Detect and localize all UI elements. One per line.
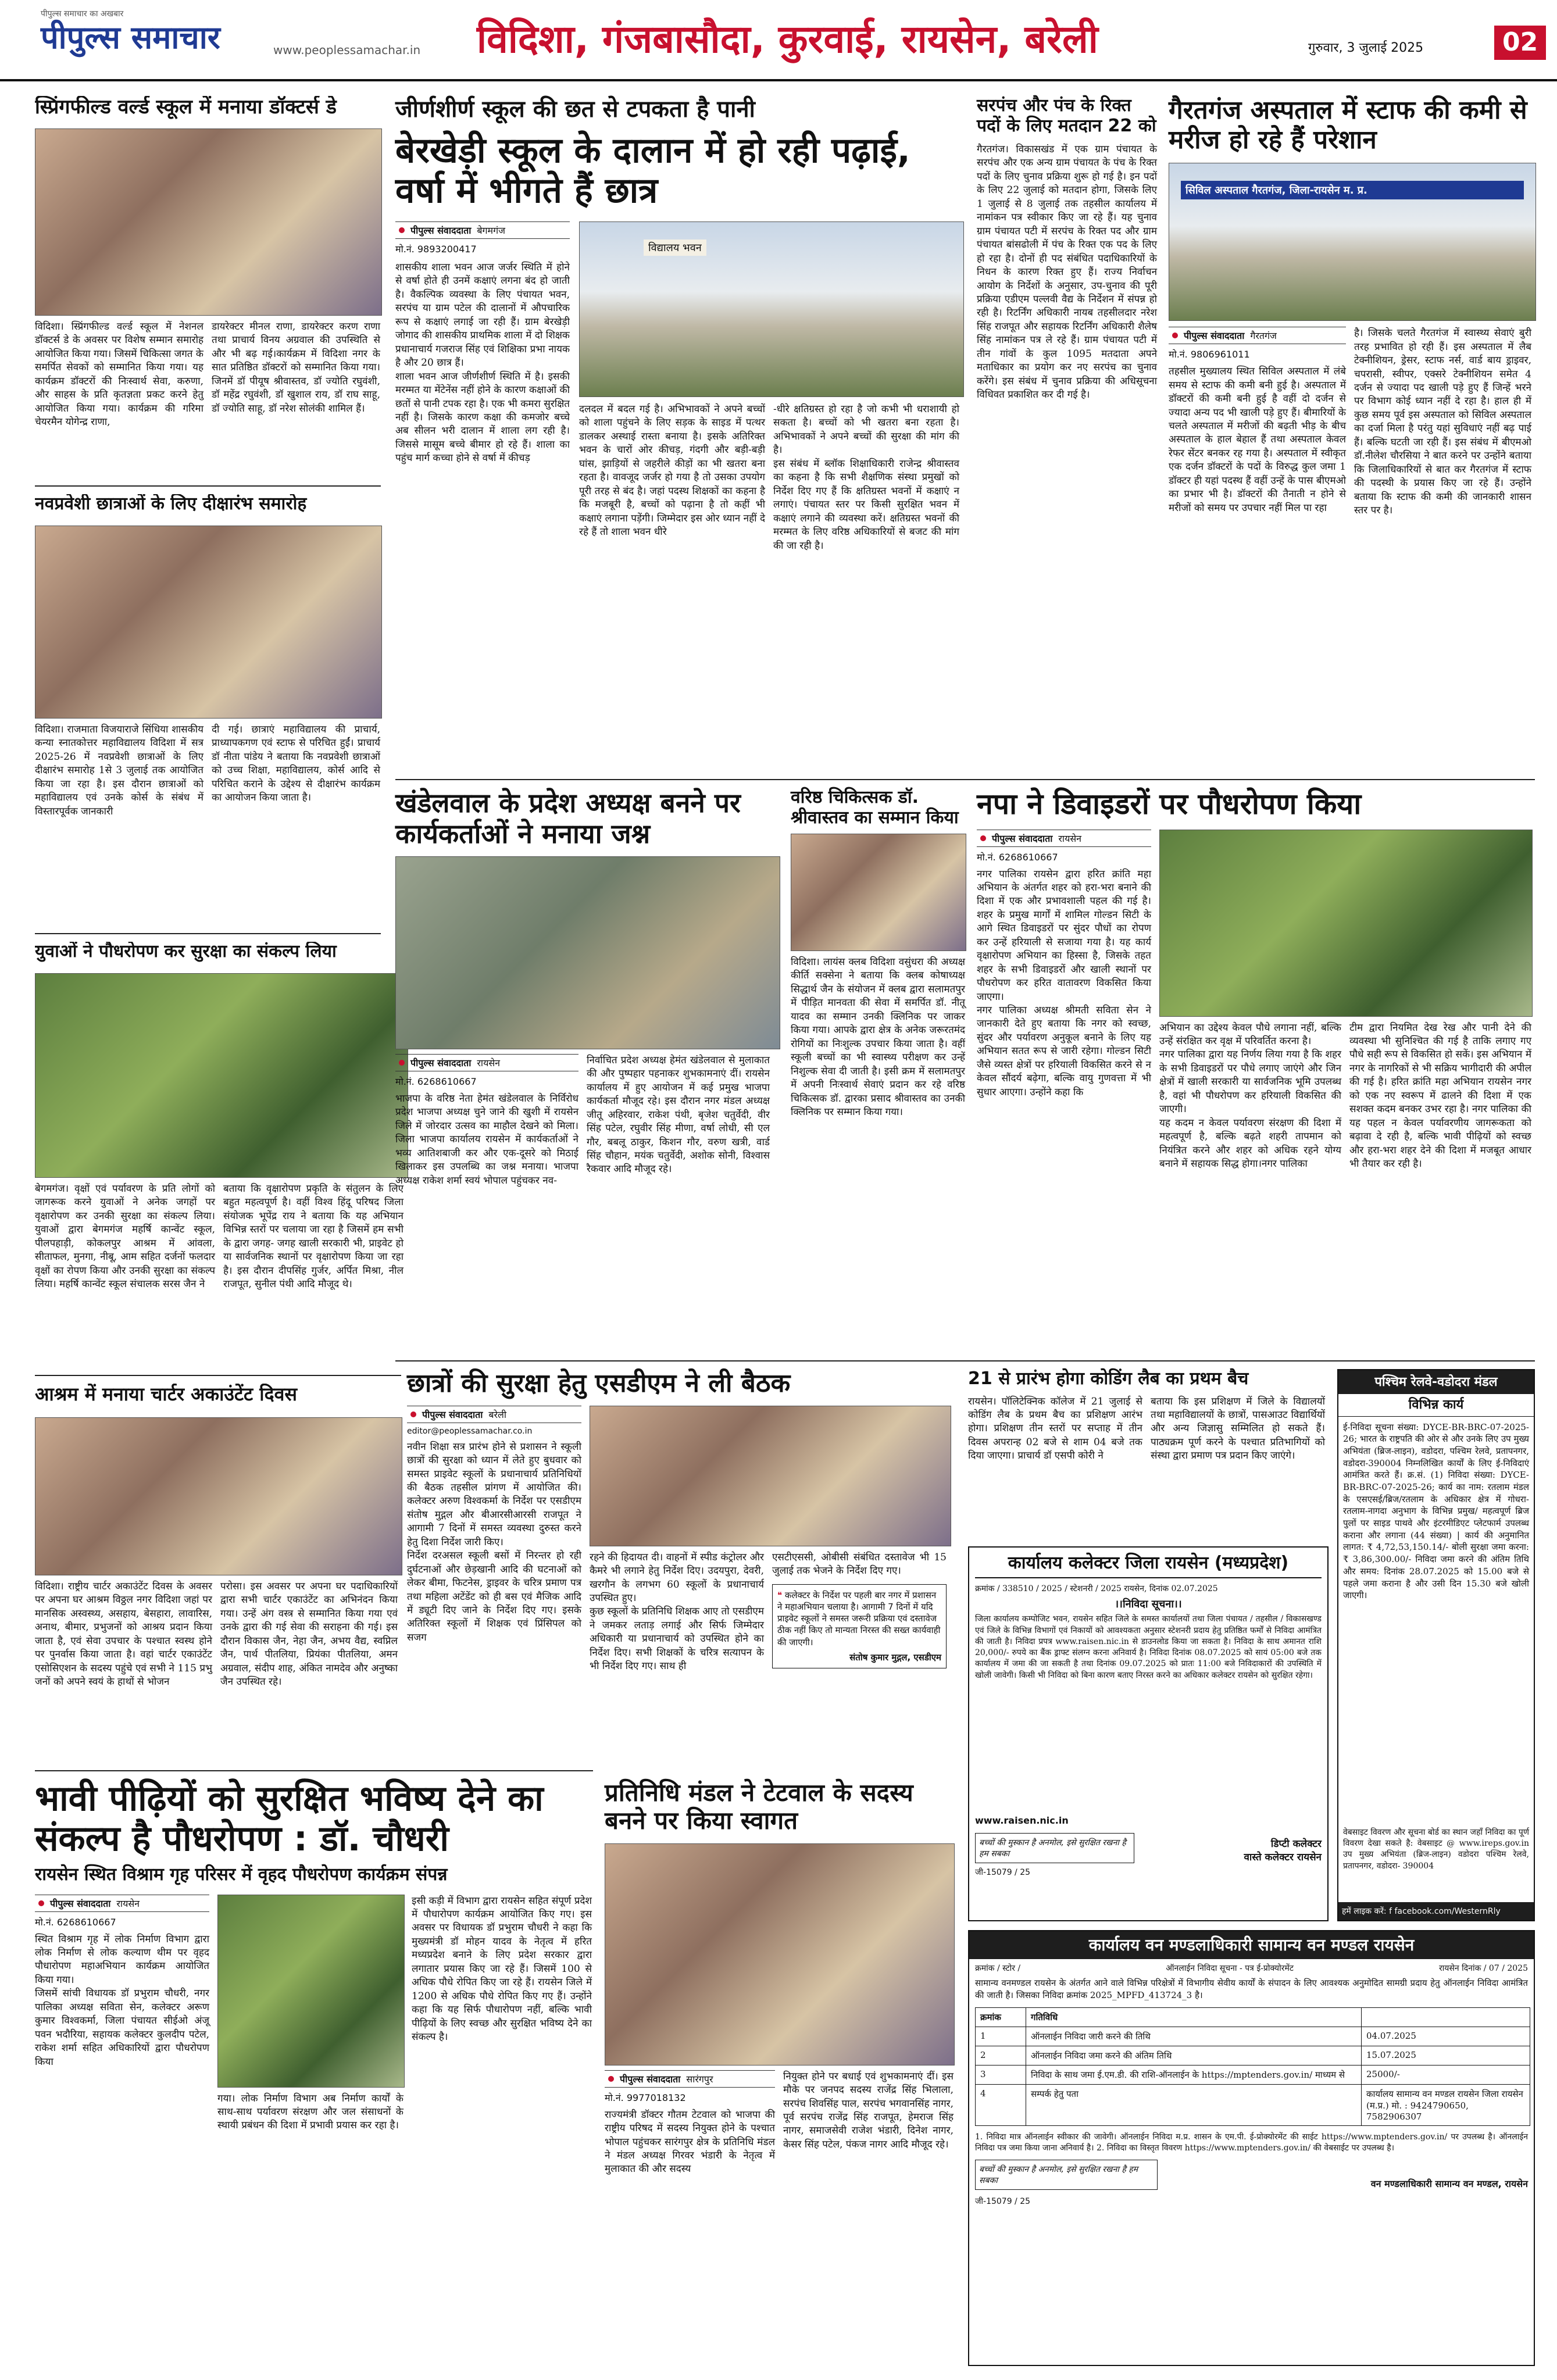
photo-divider-plantation [1159,830,1533,1017]
article-body: राज्यमंत्री डॉक्टर गौतम टेटवाल को भाजपा की राष्ट्रीय परिषद में सदस्य नियुक्त होने के पश्चात भोपाल पहुंचकर सारंगपुर क्षेत्र के प्रतिनिधि मंडल ने मंडल अध्यक्ष गिरवर भंडारी के नेतृत्व में मुलाकात की और सदस्य [605,2109,775,2175]
photo-school-building [579,221,964,397]
article-body: विदिशा। लायंस क्लब विदिशा वसुंधरा की अध्यक्ष कीर्ति सक्सेना ने बताया कि क्लब कोषाध्यक्ष सिद्धार्थ जैन के संयोजन में क्लब द्वारा सलामतपुर में पीड़ित मानवता की सेवा में समर्पित डॉ. नीतू यादव का सम्मान उनकी क्लिनिक पर जाकर किया गया। आपके द्वारा क्षेत्र के अनेक जरूरतमंद रोगियों का निःशुल्क उपचार किया जाता है। वहीं स्कूली बच्चों का भी स्वास्थ्य परीक्षण कर उन्हें निशुल्क सेवा दी जाती है। इसी क्रम में सलामतपुर में अपनी निःस्वार्थ सेवाएं प्रदान कर रहे वरिष्ठ चिकित्सक डॉ. द्वारका प्रसाद श्रीवास्तव का उनकी क्लिनिक पर सम्मान किया गया। [791,956,965,1118]
article-pathway [35,1779,593,2366]
byline [1169,327,1346,344]
headline: 21 से प्रारंभ होगा कोडिंग लैब का प्रथम बैच [968,1368,1249,1389]
reporter: पीपुल्स संवाददाता [1184,330,1245,342]
reporter-mobile: मो.नं. 6268610667 [977,851,1058,863]
article-body: रहने की हिदायत दी। वाहनों में स्पीड कंट्रोलर और कैमरे भी लगाने हेतु निर्देश दिए। उदयपुरा, देवरी, खरगौन के लगभग 60 स्कूलों के प्रधानाचार्य उपस्थित हुए। कुछ स्कूलों के प्रतिनिधि शिक्षक आए तो एसडीएम ने जमकर लताड़ लगाई और सिर्फ जिम्मेदार अधिकारी या प्रधानाचार्य को उपस्थित होने का निर्देश दिए। सभी शिक्षकों के चरित्र सत्यापन के भी निर्देश दिए गए। साथ ही [590,1551,764,1673]
table-cell: निविदा के साथ जमा ई.एम.डी. की राशि-ऑनलाईन के https://mptenders.gov.in/ माध्यम से [1026,2065,1362,2084]
bullet-icon [608,2076,614,2082]
divider [35,933,381,934]
article-hospital [1169,96,1535,773]
photo-hospital [1169,163,1536,321]
bullet-icon [399,1060,405,1066]
headline: नपा ने डिवाइडरों पर पौधरोपण किया [977,787,1362,821]
article-body: एसटीएससी, ओबीसी संबंधित दस्तावेज भी 15 जुलाई तक भेजने के निर्देश दिए गए। [772,1551,947,1577]
reporter: पीपुल्स संवाददाता [410,225,472,236]
ad-forest-tender [968,1930,1535,2366]
table-cell: 2 [976,2046,1026,2065]
collector-note: कलेक्टर के निर्देश पर पहली बार नगर में प्रशासन ने महाअभियान चलाया है। आगामी 7 दिनों में यदि प्राइवेट स्कूलों ने समस्त जरूरी प्रक्रिया एवं दस्तावेज ठीक नहीं किए तो मान्यता निरस्त की सख्त कार्यवाही की जाएगी। [777,1589,941,1648]
table-row [976,2065,1530,2084]
article-body: नवीन शिक्षा सत्र प्रारंभ होने से प्रशासन ने स्कूली छात्रों की सुरक्षा को ध्यान में लेते हुए बुधवार को समस्त प्राइवेट स्कूलों के प्रधानाचार्य प्रतिनिधियों की बैठक तहसील प्रांगण में आयोजित की। कलेक्टर अरुण विश्वकर्मा के निर्देश पर एसडीएम संतोष मुद्गल और बीआरसीआरसी राजपूत ने आगामी 7 दिनों में समस्त व्यवस्था दुरुस्त करने हेतु दिशा निर्देश जारी किए। निर्देश दरअसल स्कूली बसों में निरन्तर हो रही दुर्घटनाओं और छेड़खानी आदि की घटनाओं को लेकर बीमा, फिटनेस, ड्राइवर के चरित्र प्रमाण पत्र तथा महिला अटेंडेंट को ही बस एवं मैजिक आदि में ड्यूटी दिए जाने के निर्देश दिए गए। इसके अतिरिक्त स्कूलों में शिक्षक एवं प्रिंसिपल को सजग [407,1441,581,1643]
table-header-cell: क्रमांक [976,2007,1026,2027]
table-cell: कार्यालय सामान्य वन मण्डल रायसेन जिला रायसेन (म.प्र.) मो. : 9424790650, 7582906307 [1362,2084,1530,2125]
article-school-roof [395,96,965,773]
byline [395,221,570,239]
masthead-tagline: पीपुल्स समाचार का अखबार [41,9,124,19]
table-cell: सम्पर्क हेतु पता [1026,2084,1362,2125]
photo-plantation-event [217,1895,405,2088]
headline: भावी पीढ़ियों को सुरक्षित भविष्य देने का संकल्प है पौधरोपण : डॉ. चौधरी [35,1778,544,1859]
collector-note-box [772,1584,947,1669]
photo-celebration [395,856,780,1049]
ad-signoff-place: वास्ते कलेक्टर रायसेन [1244,1852,1322,1864]
table-row [976,2046,1530,2065]
photo-ashram-event [35,1417,402,1575]
quote-icon: ❝ [777,1589,785,1600]
article-body: है। जिसके चलते गैरतगंज में स्वास्थ्य सेवाएं बुरी तरह प्रभावित हो रही हैं। इस अस्पताल में लैब टेक्नीशियन, ड्रेसर, स्टाफ नर्स, वार्ड बाय ड्राइवर, चपरासी, स्वीपर, एक्सरे टेक्नीशियन समेत 4 दर्जन से ज्यादा पद खाली पड़े हुए हैं जिन्हें भरने पर विभाग कोई ध्यान नहीं दे रहा है। हाल ही में कुछ समय पूर्व इस अस्पताल को सिविल अस्पताल का दर्जा मिला है परंतु यहां सुविधाएं नहीं बढ़ पाई हैं। बल्कि घटती जा रही हैं। इस संबंध में बीएमओ डॉ.नीलेश चौरसिया ने बात करने पर उन्होंने बताया कि जिलाधिकारियों से बात कर गैरतगंज में स्टाफ की पदस्थी के प्रयास किए जा रहे हैं। उन्होंने बताया कि स्टाफ की कमी की जानकारी शासन स्तर पर है। [1354,327,1531,517]
table-cell: 1 [976,2027,1026,2046]
article-napa [977,788,1535,1355]
article-body: परोसा। इस अवसर पर अपना घर पदाधिकारियों द्वारा सभी चार्टर एकाउंटेंट का अभिनंदन किया गया। उन्हें अंग वस्त्र से सम्मानित किया गया एवं उनके द्वारा की गई सेवा की सराहना की गई। इस दौरान विकास जैन, नेहा जैन, अभय वैद्य, स्वप्निल जैन, पार्थ पीतलिया, प्रियंका पीतलिया, अमन अग्रवाल, संदीप शाह, अंकित नामदेव और अनुष्का जैन उपस्थित रहे। [220,1581,398,1688]
note-signoff: संतोष कुमार मुद्गल, एसडीएम [849,1652,941,1663]
ad-title: कार्यालय वन मण्डलाधिकारी सामान्य वन मण्डल रायसेन [969,1931,1534,1959]
article-body: नियुक्त होने पर बधाई एवं शुभकामनाएं दीं। इस मौके पर जनपद सदस्य राजेंद्र सिंह भिलाला, सरपंच शिवसिंह पाल, सरपंच भगवानसिंह नागर, पूर्व सरपंच राजेंद्र सिंह राजपूत, हेमराज सिंह नागर, समाजसेवी राजेश भंडारी, दिनेश नागर, केसर सिंह पटेल, पंकज नागर आदि मौजूद रहे। [783,2070,954,2150]
reporter-mobile: मो.नं. 6268610667 [395,1075,477,1087]
page-number: 02 [1494,26,1546,60]
byline [605,2070,775,2088]
divider [35,485,381,487]
divider [395,779,1535,780]
byline [35,1895,209,1912]
article-khandelwal [395,788,779,1355]
article-srivastava [791,788,965,1355]
table-cell: 04.07.2025 [1362,2027,1530,2046]
headline: वरिष्ठ चिकित्सक डॉ. श्रीवास्तव का सम्मान किया [791,787,959,828]
headline: नवप्रवेशी छात्राओं के लिए दीक्षारंभ समारोह [35,494,307,514]
article-springfield [35,96,381,480]
table-cell: 25000/- [1362,2065,1530,2084]
reporter-mobile: मो.नं. 9806961011 [1169,349,1250,360]
table-header-row [976,2007,1530,2027]
headline: छात्रों की सुरक्षा हेतु एसडीएम ने ली बैठक [407,1368,791,1398]
table-cell: ऑनलाईन निविदा जमा करने की अंतिम तिथि [1026,2046,1362,2065]
place: बरेली [488,1409,507,1420]
headline: गैरतगंज अस्पताल में स्टाफ की कमी से मरीज हो रहे हैं परेशान [1169,95,1527,155]
photo-doctors-day [35,128,382,316]
ad-body: ई-निविदा सूचना संख्या: DYCE-BR-BRC-07-2025-26; भारत के राष्ट्रपति की ओर से और उनके लिए उप मुख्य अभियंता (ब्रिज-लाइन), वडोदरा, पश्चिम रेलवे, प्रतापनगर, वडोदरा-390004 निम्नलिखित कार्यों के लिए ई-निविदाएं आमंत्रित करते हैं। क्र.सं. (1) निविदा संख्या: DYCE-BR-BRC-07-2025-26; कार्य का नाम: रतलाम मंडल के एसएसई/ब्रिज/रतलाम के अधिकार क्षेत्र में गोधरा-रतलाम-नागदा अनुभाग के विभिन्न प्रमुख/ महत्वपूर्ण ब्रिज पुलों पर साइड पाथवे और इंटरमीडिएट प्लेटफार्म उपलब्ध कराना और लगाना (44 संख्या) | कार्य की अनुमानित लागत: ₹ 4,72,53,150.14/- बोली सुरक्षा जमा करना: ₹ 3,86,300.00/- निविदा जमा करने की अंतिम तिथि और समय: दिनांक 28.07.2025 को 15.00 बजे से पहले जमा कराना है और उसी दिन 15.30 बजे खोली जाएगी। [1343,1421,1529,1601]
article-body: नगर पालिका रायसेन द्वारा हरित क्रांति महा अभियान के अंतर्गत शहर को हरा-भरा बनाने की दिशा में एक और प्रभावशाली पहल की गई है। शहर के प्रमुख मार्गों में शामिल गोल्डन सिटी के आगे स्थित डिवाइडरों पर सुंदर पौधों का रोपण कर उन्हें हरियाली से सजाया गया है। यह कार्य वृक्षारोपण अभियान का हिस्सा है, जिसके तहत शहर के सभी डिवाइडरों और खाली स्थानों पर पौधरोपण कर हरित वातावरण विकसित किया जाएगा। नगर पालिका अध्यक्ष श्रीमती सविता सेन ने जानकारी देते हुए बताया कि नगर को स्वच्छ, सुंदर और पर्यावरण अनुकूल बनाने के लिए यह अभियान सतत रूप से जारी रहेगा। गोल्डन सिटी जैसे व्यस्त क्षेत्रों पर हरियाली विकसित करने से न केवल सौंदर्य बढ़ेगा, बल्कि वायु गुणवत्ता में भी सुधार आएगा। उन्होंने कहा कि [977,868,1151,1098]
article-ashram [35,1384,401,1767]
place: रायसेन [477,1057,501,1069]
ad-slogan: बच्चों की मुस्कान है अनमोल, इसे सुरक्षित रखना है हम सबका [975,2160,1158,2190]
photo-tree-plantation [35,973,408,1178]
reporter-mobile: मो.नं. 9893200417 [395,244,477,255]
ad-site[interactable]: www.raisen.nic.in [975,1815,1069,1827]
article-body: गैरतगंज। विकासखंड में एक ग्राम पंचायत के सरपंच और एक अन्य ग्राम पंचायत के पंच के रिक्त पदों के लिए चुनाव प्रक्रिया शुरू हो गई है। इन पदों के लिए 22 जुलाई को मतदान होगा, जिसके लिए 1 जुलाई से 8 जुलाई तक तहसील कार्यालय में नामांकन पत्र स्वीकार किए जा रहे हैं। यह चुनाव ग्राम पंचायत पटी में सरपंच के रिक्त पद और ग्राम पंचायत बांसढोली में पंच के रिक्त एक पद के लिए हो रहा है। दोनों ही पद संबंधित पदाधिकारियों के निधन के कारण रिक्त हुए हैं। राज्य निर्वाचन आयोग के निर्देशों के अनुसार, उप-चुनाव की पूरी प्रक्रिया एडीएम पल्लवी वैद्य के निर्देशन में संपन्न हो रही है। रिटर्निंग अधिकारी नायब तहसीलदार नरेश सिंह राजपूत और सहायक रिटर्निंग अधिकारी शैलेष सिंह नामांकन पत्र ले रहे हैं। ग्राम पंचायत पटी में तीन गांवों के कुल 1095 मतदाता अपने मताधिकार का प्रयोग कर नए सरपंच का चुनाव करेंगे। इस संबंध में चुनाव प्रक्रिया की अधिसूचना विधिवत प्रकाशित कर दी गई है। [977,144,1157,401]
article-sarpanch [977,96,1157,773]
place: रायसेन [1058,832,1082,844]
byline [407,1406,581,1423]
article-body: दलदल में बदल गई है। अभिभावकों ने अपने बच्चों को शाला पहुंचने के लिए सड़क के साइड में पत्थर डालकर अस्थाई रास्ता बनाया है। इसके अतिरिक्त भवन के चारों ओर कीचड़, गंदगी और बड़ी-बड़ी घांस, झाड़ियों से जहरीले कीड़ों का भी खतरा बना रहता है। वावजूद जर्जर हो गया है तो उसका उपयोग पूरी तरह से बंद है। जहां पदस्थ शिक्षकों का कहना है कि मजबूरी है, बच्चों को पढ़ाना है तो कहीं भी कक्षाएं लगाना पड़ेंगी। जिम्मेदार इस ओर ध्यान नहीं दे रहे हैं तो शाला भवन धीरे [579,403,765,538]
place: गैरतगंज [1250,330,1277,342]
article-coding [968,1369,1329,1543]
article-body: बेगमगंज। वृक्षों एवं पर्यावरण के प्रति लोगों को जागरूक करने युवाओं ने अनेक जगहों पर वृक्षारोपण कर उनकी सुरक्षा का संकल्प लिया। युवाओं द्वारा बेगमगंज महर्षि कान्वेंट स्कूल, पीलपहाड़ी, कोकलपुर आश्रम में आंवला, सीताफल, मुनगा, नीबू, आम सहित दर्जनों फलदार वृक्षों का रोपण किया और उनकी सुरक्षा का संकल्प लिया। महर्षि कान्वेंट स्कूल संचालक सरस जैन ने [35,1183,215,1291]
article-body: निर्वाचित प्रदेश अध्यक्ष हेमंत खंडेलवाल से मुलाकात की और पुष्पहार पहनाकर शुभकामनाएं दीं। रायसेन कार्यालय में हुए आयोजन में कई प्रमुख भाजपा कार्यकर्ता मौजूद रहे। इस दौरान नगर मंडल अध्यक्ष जीतू अहिरवार, राकेश पंथी, बृजेश चतुर्वेदी, वीर सिंह पटेल, रघुवीर सिंह मीणा, वर्षा लोधी, सी एल गौर, बबलू ठाकुर, किशन गौर, वरुण खत्री, वार्ड सिंह चौहान, मयंक चतुर्वेदी, अशोक सोनी, विश्वास रैकवार आदि मौजूद रहे। [587,1054,770,1175]
ad-intro: सामान्य वनमण्डल रायसेन के अंतर्गत आने वाले विभिन्न परिक्षेत्रों में विभागीय सेवीय कार्यों के संपादन के लिए आवश्यक अनुमोदित सामग्री प्रदाय हेतु ऑनलाईन निविदा आमंत्रित की जाती है। जिसका निविदा क्रमांक 2025_MPFD_413724_3 है। [975,1978,1528,2000]
masthead-date: गुरुवार, 3 जुलाई 2025 [1308,41,1424,55]
photo-welcome [605,1843,955,2065]
reporter: पीपुल्स संवाददाता [422,1409,483,1420]
reporter-mobile: मो.नं. 6268610667 [35,1916,116,1928]
ad-signoff: वन मण्डलाधिकारी सामान्य वन मण्डल, रायसेन [1370,2178,1528,2190]
table-row [976,2027,1530,2046]
ad-title: कार्यालय कलेक्टर जिला रायसेन (मध्यप्रदेश) [975,1553,1322,1578]
ad-ref-right: रायसेन दिनांक / 07 / 2025 [1438,1964,1528,1974]
reporter-email[interactable]: editor@peoplessamachar.co.in [407,1426,533,1436]
article-body: -धीरे क्षतिग्रस्त हो रहा है जो कभी भी धराशायी हो सकता है। बच्चों को भी खतरा बना रहता है। अभिभावकों ने अपने बच्चों की सुरक्षा की मांग की है। इस संबंध में ब्लॉक शिक्षाधिकारी राजेन्द्र श्रीवास्तव का कहना है कि सभी शैक्षणिक संस्था प्रमुखों को निर्देश दिए गए हैं कि क्षतिग्रस्त भवनों में कक्षाएं न लगाएं। पंचायत स्तर पर किसी सुरक्षित भवन में कक्षाएं लगाने की व्यवस्था करें। क्षतिग्रस्त भवनों की मरम्मत के लिए वरिष्ठ अधिकारियों से बजट की मांग की जा रही है। [773,403,959,552]
table-cell: 3 [976,2065,1026,2084]
reporter: पीपुल्स संवाददाता [410,1057,472,1069]
ad-social[interactable]: हमें लाइक करें: f facebook.com/WesternRly [1338,1902,1534,1920]
place: रायसेन [116,1897,140,1909]
divider [35,1770,593,1771]
article-body: डायरेक्टर मीनल राणा, डायरेक्टर करण राणा तथा प्राचार्य विनय अग्रवाल की उपस्थिति से और भी बढ़ गई।कार्यक्रम में विदिशा नगर के सात प्रतिष्ठित डॉक्टरों को सम्मानित किया गया। जिनमें डॉ पीयूष श्रीवास्तव, डॉ ज्योति रघुवंशी, डॉ महेंद्र रघुवंशी, डॉ खुशाल राय, डॉ राघ साहू, डॉ ज्योति साहू, डॉ नरेश सोलंकी शामिल हैं। [212,321,380,414]
ad-subtitle: विभिन्न कार्य [1338,1394,1534,1416]
masthead-logo: पीपुल्स समाचार [41,19,220,56]
table-header-cell: गतिविधि [1026,2007,1362,2027]
table-cell: 15.07.2025 [1362,2046,1530,2065]
reporter: पीपुल्स संवाददाता [50,1897,111,1909]
reporter: पीपुल्स संवाददाता [620,2073,681,2085]
article-body: दी गई। छात्राएं महाविद्यालय की प्राचार्य, प्राध्यापकगण एवं स्टाफ से परिचित हुईं। प्राचार्य डॉ नीता पांडेय ने बताया कि नवप्रवेशी छात्राओं को उच्च शिक्षा, महाविद्यालय, कोर्स आदि से परिचित कराने के उद्देश्य से दीक्षारंभ कार्यक्रम का आयोजन किया जाता है। [212,724,380,804]
table-cell: ऑनलाईन निविदा जारी करने की तिथि [1026,2027,1362,2046]
headline: बेरखेड़ी स्कूल के दालान में हो रही पढ़ाई, वर्षा में भीगते हैं छात्र [395,130,910,211]
headline: स्प्रिंगफील्ड वर्ल्ड स्कूल में मनाया डॉक्टर्स डे [35,96,337,119]
article-body: शासकीय शाला भवन आज जर्जर स्थिति में होने से वर्षा होते ही उनमें कक्षाएं लगना बंद हो जाती है। वैकल्पिक व्यवस्था के लिए पंचायत भवन, सरपंच या ग्राम पटेल की दालानों में औपचारिक रूप से कक्षाएं लगाई जा रही हैं। ग्राम बेरखेड़ी जोगाद की शासकीय प्राथमिक शाला में दो शिक्षक प्रधानाचार्य गजराज सिंह एवं शिक्षिका प्रभा नायक है और 20 छात्र हैं। शाला भवन आज जीर्णशीर्ण स्थिति में है। इसकी मरम्मत या मेंटेनेंस नहीं होने के कारण कक्षाओं की छतों से पानी टपक रहा है। एक भी कमरा सुरक्षित नहीं है। जिसके कारण कक्षा की कमजोर बच्चे अब सीलन भरी दालान में शाला लग रही है। जिससे मासूम बच्चे बीमार हो रहे हैं। शाला का पहुंच मार्ग कच्चा होने से वर्षा में कीचड़ [395,262,570,464]
article-body: विदिशा। स्प्रिंगफील्ड वर्ल्ड स्कूल में नेशनल डॉक्टर्स डे के अवसर पर विशेष सम्मान समारोह आयोजित किया गया। जिसमें चिकित्सा जगत के समर्पित सेवकों को सम्मानित किया गया। यह कार्यक्रम डॉक्टरों की निःस्वार्थ सेवा, करुणा, और साहस के प्रति कृतज्ञता प्रकट करने हेतु आयोजित किया गया। कार्यक्रम की गरिमा चेयरमैन योगेन्द्र राणा, [35,321,203,428]
bullet-icon [980,835,986,841]
byline [977,830,1151,847]
photo-caption: विद्यालय भवन [644,240,706,256]
ad-title: पश्चिम रेलवे-वडोदरा मंडल [1338,1370,1534,1394]
table-header-cell [1362,2007,1530,2027]
ad-signoff-role: डिप्टी कलेक्टर [1270,1838,1322,1850]
headline: आश्रम में मनाया चार्टर अकाउंटेंट दिवस [35,1384,297,1405]
ad-collector-tender [968,1546,1329,1921]
article-body: टीम द्वारा नियमित देख रेख और पानी देने की व्यवस्था भी सुनिश्चित की गई है ताकि लगाए गए पौधे सही रूप से विकसित हो सकें। इस अभियान में नगर के नागरिकों से भी सक्रिय भागीदारी की अपील की गई है। हरित क्रांति महा अभियान रायसेन नगर को एक नए स्वरूप में ढालने की दिशा में एक सशक्त कदम बनकर उभर रहा है। नगर पालिका की यह पहल न केवल पर्यावरणीय जागरूकता को बढ़ावा दे रही है, बल्कि भावी पीढ़ियों को स्वच्छ और हरा-भरा शहर देने की दिशा में मजबूत आधार भी तैयार कर रही है। [1349,1021,1531,1170]
article-body: गया। लोक निर्माण विभाग अब निर्माण कार्यों के साथ-साथ पर्यावरण संरक्षण और जल संसाधनों के स्थायी प्रबंधन की दिशा में प्रभावी प्रयास कर रहा है। [217,2092,403,2132]
article-body: विदिशा। राजमाता विजयाराजे सिंधिया शासकीय कन्या स्नातकोत्तर महाविद्यालय विदिशा में सत्र 2025-26 में नवप्रवेशी छात्राओं के लिए दीक्षारंभ समारोह 1से 3 जुलाई तक आयोजित किया जा रहा है। इस दौरान छात्राओं को महाविद्यालय एवं उनके कोर्स के संबंध में विस्तारपूर्वक जानकारी [35,724,203,817]
table-cell: 4 [976,2084,1026,2125]
ad-slogan: बच्चों की मुस्कान है अनमोल, इसे सुरक्षित रखना है हम सबका [975,1833,1134,1863]
bullet-icon [410,1411,416,1417]
kicker: जीर्णशीर्ण स्कूल की छत से टपकता है पानी [395,96,755,123]
headline: सरपंच और पंच के रिक्त पदों के लिए मतदान 22 को [977,95,1156,136]
masthead-cities: विदिशा, गंजबासौदा, कुरवाई, रायसेन, बरेली [477,17,1098,62]
headline: खंडेलवाल के प्रदेश अध्यक्ष बनने पर कार्यकर्ताओं ने मनाया जश्न [395,787,741,849]
place: बेगमगंज [477,225,505,236]
article-body: तहसील मुख्यालय स्थित सिविल अस्पताल में लंबे समय से स्टाफ की कमी बनी हुई है। अस्पताल में डॉक्टरों की कमी बनी हुई है वहीं दो दर्जन से ज्यादा अन्य पद भी खाली पड़े हुए हैं। बीमारियों के चलते अस्पताल में मरीजों की बढ़ती भीड़ के बीच अस्पताल के हाल बेहाल हैं तथा अस्पताल केवल रेफर सेंटर बनकर रह गया है। अस्पताल में स्वीकृत एक दर्जन डॉक्टरों के पदों के विरुद्ध कुल जमा 1 डॉक्टर ही यहां पदस्थ हैं वहीं उन्हें के पास बीएमओ का प्रभार भी है। डॉक्टरों की तैनाती न होने से मरीजों को समय पर उपचार नहीं मिल पा रहा [1169,366,1346,514]
article-body: अभियान का उद्देश्य केवल पौधे लगाना नहीं, बल्कि उन्हें संरक्षित कर वृक्ष में परिवर्तित करना है। नगर पालिका द्वारा यह निर्णय लिया गया है कि शहर के सभी डिवाइडरों पर पौधे लगाए जाएंगे और जिन क्षेत्रों में खाली सरकारी या सार्वजनिक भूमि उपलब्ध है, वहां भी पौधरोपण कर हरियाली विकसित की जाएगी। यह कदम न केवल पर्यावरण संरक्षण की दिशा में महत्वपूर्ण है, बल्कि बढ़ते शहरी तापमान को नियंत्रित करने और शहर को अधिक रहने योग्य बनाने में सहायक सिद्ध होगा।नगर पालिका [1159,1021,1341,1170]
ad-body: जिला कार्यालय कम्पोजिट भवन, रायसेन सहित जिले के समस्त कार्यालयों तथा जिला पंचायत / तहसील / विकासखण्ड एवं जिले के विभिन्न विभागों एवं निकायों को आवश्यकता अनुसार स्टेशनरी प्रदाय हेतु प्रतिष्ठित फर्मों से निविदा आमंत्रित की जाती है। निविदा प्रपत्र www.raisen.nic.in से डाउनलोड किया जा सकता है। निविदा के साथ अमानत राशि 20,000/- रुपये का बैंक ड्राफ्ट संलग्न करना अनिवार्य है। निविदा दिनांक 08.07.2025 को सायं 05:00 बजे तक कार्यालय में जमा की जा सकती है तथा दिनांक 09.07.2025 को प्रातः 11:00 बजे निविदाकारों की उपस्थिति में खोली जावेगी। किसी भी निविदा को बिना कारण बताए निरस्त करने का अधिकार कलेक्टर रायसेन को सुरक्षित रहेगा। [975,1614,1322,1680]
masthead-url[interactable]: www.peoplessamachar.in [273,43,421,57]
ad-footer-note: वेबसाइट विवरण और सूचना बोर्ड का स्थान जहाँ निविदा का पूर्ण विवरण देखा सकते है: वेबसाइट @ www.ireps.gov.in उप मुख्य अभियंता (ब्रिज-लाइन) वडोदरा पश्चिम रेलवे, प्रतापनगर, वडोदरा- 390004 [1343,1827,1529,1871]
photo-students-ceremony [35,526,382,719]
article-body: भाजपा के वरिष्ठ नेता हेमंत खंडेलवाल के निर्विरोध प्रदेश भाजपा अध्यक्ष चुने जाने की खुशी में रायसेन जिले में जोरदार उत्सव का माहौल देखने को मिला। जिला भाजपा कार्यालय रायसेन में कार्यकर्ताओं ने भव्य आतिशबाजी कर और एक-दूसरे को मिठाई खिलाकर इस उपलब्धि का जश्न मनाया। भाजपा अध्यक्ष राकेश शर्मा स्वयं भोपाल पहुंचकर नव- [395,1092,578,1187]
ad-railway-tender [1337,1369,1535,1921]
bullet-icon [1172,333,1178,338]
article-body: विदिशा। राष्ट्रीय चार्टर अकाउंटेंट दिवस के अवसर पर अपना घर आश्रम विठ्ठल नगर विदिशा जहां पर मानसिक अस्वस्थ्य, असहाय, बेसहारा, लावारिस, अनाथ, बीमार, प्रभुजनों को आश्रय प्रदान किया जाता है, एवं सेवा उपचार के पश्चात स्वस्थ होने पर पुनर्वास किया जाता है। वहां चार्टर एकाउंटेंट एसोसिएशन के सदस्य पहुंचे एवं सभी ने 115 प्रभु जनों को अपने स्वयं के हाथों से भोजन [35,1581,212,1688]
headline: प्रतिनिधि मंडल ने टेटवाल के सदस्य बनने पर किया स्वागत [605,1778,913,1835]
article-body: बताया कि वृक्षारोपण प्रकृति के संतुलन के लिए बहुत महत्वपूर्ण है। वहीं विश्व हिंदू परिषद जिला संयोजक भूपेंद्र राय ने बताया कि यह अभियान विभिन्न स्तरों पर चलाया जा रहा है जिसमें हम सभी के द्वारा जगह- जगह खाली सरकारी भी, प्राइवेट हो या सार्वजनिक स्थानों पर वृक्षारोपण किया जा रहा है। इस दौरान दीपसिंह गुर्जर, अर्पित मिश्रा, नील राजपूत, सुनील पंथी आदि मौजूद थे। [223,1183,403,1291]
ad-ref-left: क्रमांक / स्टोर / [975,1964,1021,1974]
bullet-icon [399,227,405,233]
article-sdm [407,1369,954,1767]
article-tatwal [605,1779,954,2366]
place: सारंगपुर [686,2073,713,2085]
masthead [0,0,1557,81]
reporter: पीपुल्स संवाददाता [992,832,1053,844]
divider [395,1360,1535,1361]
photo-meeting [590,1406,951,1546]
byline [395,1054,578,1071]
article-body: स्थित विश्राम गृह में लोक निर्माण विभाग द्वारा लोक निर्माण से लोक कल्याण थीम पर वृहद पौधारोपण महाअभियान कार्यक्रम आयोजित किया गया। जिसमें सांची विधायक डॉ प्रभुराम चौधरी, नगर पालिका अध्यक्ष सविता सेन, कलेक्टर अरूण कुमार विश्वकर्मा, जिला पंचायत सीईओ अंजू पवन भदौरिया, सहायक कलेक्टर कुलदीप पटेल, राकेश शर्मा सहित अधिकारियों द्वारा पौधरोपण किया [35,1933,209,2068]
table-row [976,2084,1530,2125]
headline: युवाओं ने पौधरोपण कर सुरक्षा का संकल्प लिया [35,942,337,962]
article-body: इसी कड़ी में विभाग द्वारा रायसेन सहित संपूर्ण प्रदेश में पौधारोपण कार्यक्रम आयोजित किए गए। इस अवसर पर विधायक डॉ प्रभुराम चौधरी ने कहा कि मुख्यमंत्री डॉ मोहन यादव के नेतृत्व में हरित मध्यप्रदेश बनाने के लिए प्रदेश सरकार द्वारा लगातार प्रयास किए जा रहे हैं। जिसमें 100 से अधिक पौधे रोपित किए जा रहे हैं। रायसेन जिले में 1200 से अधिक पौधे रोपित किए गए हैं। उन्होंने कहा कि यह सिर्फ पौधारोपण नहीं, बल्कि भावी पीढ़ियों के लिए स्वच्छ और सुरक्षित भविष्य देने का संकल्प है। [412,1895,592,2043]
tender-table [975,2007,1530,2126]
ad-ref-center: ऑनलाईन निविदा सूचना - पत्र ई-प्रोक्योरमेंट [1166,1964,1294,1974]
ad-notes: 1. निविदा मात्र ऑनलाईन स्वीकार की जावेगी। ऑनलाईन निविदा म.प्र. शासन के एम.पी. ई-प्रोक्योरमेंट की साईट https://www.mptenders.gov.in/ पर उपलब्ध है। ऑनलाईन निविदा पत्र जमा किया जाना अनिवार्य है। 2. निविदा का विस्तृत विवरण https://www.mptenders.gov.in/ की वेबसाईट पर उपलब्ध है। [975,2132,1528,2153]
article-body: बताया कि इस प्रशिक्षण में जिले के विद्यालयों तथा महाविद्यालयों के छात्रों, पासआउट विद्यार्थियों और अन्य जिज्ञासु सम्मिलित हो सकते हैं। पाठ्यक्रम पूर्ण करने के पश्चात प्रतिभागियों को संस्था द्वारा प्रमाण पत्र प्रदान किए जाएंगे। [1151,1395,1325,1462]
ad-ref: क्रमांक / 338510 / 2025 / स्टेशनरी / 2025 रायसेन, दिनांक 02.07.2025 [975,1584,1218,1593]
ad-code: जी-15079 / 25 [975,1868,1031,1878]
article-body: रायसेन। पॉलिटेक्निक कॉलेज में 21 जुलाई से कोडिंग लैब के प्रथम बैच का प्रशिक्षण आरंभ होगा। प्रशिक्षण तीन स्तरों पर सप्ताह में तीन दिवस अपरान्ह 02 बजे से शाम 04 बजे तक दिया जाएगा। प्राचार्य डॉ एसपी कोरी ने [968,1395,1142,1462]
article-navpravesh [35,494,381,927]
photo-honour [791,834,966,951]
notice-title: ।।निविदा सूचना।। [1115,1598,1182,1610]
ad-code: जी-15079 / 25 [975,2197,1031,2207]
subhead: रायसेन स्थित विश्राम गृह परिसर में वृहद पौधरोपण कार्यक्रम संपन्न [35,1864,448,1885]
bullet-icon [38,1900,44,1906]
hospital-sign: सिविल अस्पताल गैरतगंज, जिला-रायसेन म. प्र. [1181,181,1524,199]
divider [35,1375,401,1376]
reporter-mobile: मो.नं. 9977018132 [605,2092,686,2103]
